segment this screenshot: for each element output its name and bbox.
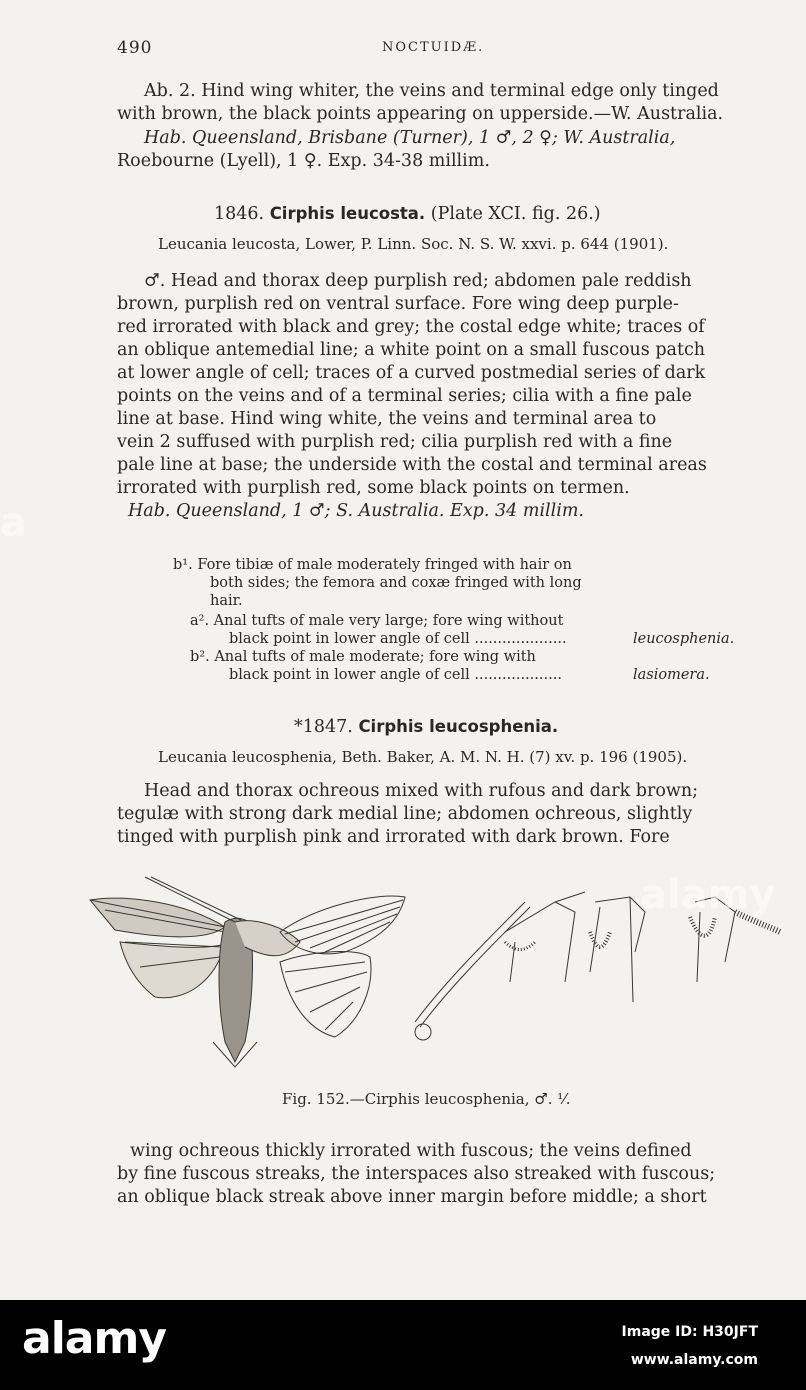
desc-1847-line: Head and thorax ochreous mixed with rufous and dark brown; — [144, 781, 699, 801]
species-number: 1846. — [214, 204, 265, 224]
desc-1846-line: points on the veins and of a terminal series; cilia with a fine pale — [117, 386, 692, 406]
key-b2-result: lasiomera. — [633, 667, 710, 683]
site-url[interactable]: www.alamy.com — [630, 1352, 758, 1368]
desc-1846-line: pale line at base; the underside with the costal and terminal areas — [117, 455, 707, 475]
desc-1846-line: brown, purplish red on ventral surface. Fore wing deep purple- — [117, 294, 679, 314]
species-reference-1846: Leucania leucosta, Lower, P. Linn. Soc. N. S. W. xxvi. p. 644 (1901). — [158, 235, 669, 253]
figure-caption: Fig. 152.—Cirphis leucosphenia, ♂. ⅟. — [282, 1090, 571, 1108]
image-id: Image ID: H30JFT — [621, 1324, 758, 1340]
key-b1-line: b¹. Fore tibiæ of male moderately fringed with hair on — [173, 557, 572, 573]
plate-reference: (Plate XCI. fig. 26.) — [430, 204, 601, 224]
desc-1847-line: tinged with purplish pink and irrorated with dark brown. Fore — [117, 827, 670, 847]
desc-1846-line: red irrorated with black and grey; the costal edge white; traces of — [117, 317, 705, 337]
species-name: Cirphis leucosphenia. — [358, 717, 559, 736]
key-a2-line: black point in lower angle of cell .................... — [229, 631, 567, 647]
species-name: Cirphis leucosta. — [269, 204, 426, 223]
continuation-line: an oblique black streak above inner margin before middle; a short — [117, 1187, 707, 1207]
continuation-line: wing ochreous thickly irrorated with fuscous; the veins defined — [130, 1141, 692, 1161]
species-heading-1847 — [294, 716, 558, 738]
desc-1846-line: at lower angle of cell; traces of a curved postmedial series of dark — [117, 363, 706, 383]
ab2-line-3: Hab. Queensland, Brisbane (Turner), 1 ♂, 2 ♀; W. Australia, — [144, 128, 676, 148]
ab2-line-4: Roebourne (Lyell), 1 ♀. Exp. 34-38 millim. — [117, 151, 490, 171]
desc-1846-line: an oblique antemedial line; a white point on a small fuscous patch — [117, 340, 706, 360]
alamy-logo: alamy — [22, 1313, 166, 1364]
key-b1-line: both sides; the femora and coxæ fringed with long — [210, 575, 582, 591]
key-b1-line: hair. — [210, 593, 243, 609]
desc-1846-line: ♂. Head and thorax deep purplish red; abdomen pale reddish — [144, 271, 692, 291]
watermark-left: a — [0, 500, 27, 546]
desc-1846-line: irrorated with purplish red, some black points on termen. — [117, 478, 630, 498]
species-heading-1846 — [214, 203, 601, 225]
page-number: 490 — [117, 38, 153, 58]
key-a2-line: a². Anal tufts of male very large; fore wing without — [190, 613, 564, 629]
wing-venation-diagram — [280, 896, 405, 1037]
hab-1846: Hab. Queensland, 1 ♂; S. Australia. Exp. 34 millim. — [128, 501, 584, 521]
desc-1846-line: line at base. Hind wing white, the veins and terminal area to — [117, 409, 657, 429]
species-number: *1847. — [294, 717, 353, 737]
key-a2-result: leucosphenia. — [633, 631, 735, 647]
desc-1847-line: tegulæ with strong dark medial line; abdomen ochreous, slightly — [117, 804, 693, 824]
species-reference-1847: Leucania leucosphenia, Beth. Baker, A. M. N. H. (7) xv. p. 196 (1905). — [158, 748, 688, 766]
moth-wings-illustration — [90, 877, 300, 1067]
ab2-line-2: with brown, the black points appearing on upperside.—W. Australia. — [117, 104, 724, 124]
ab2-line-1: Ab. 2. Hind wing whiter, the veins and terminal edge only tinged — [144, 81, 719, 101]
watermark-center: alamy — [640, 872, 776, 918]
key-b2-line: b². Anal tufts of male moderate; fore wing with — [190, 649, 536, 665]
continuation-line: by fine fuscous streaks, the interspaces also streaked with fuscous; — [117, 1164, 716, 1184]
key-b2-line: black point in lower angle of cell ................... — [229, 667, 562, 683]
running-title: NOCTUIDÆ. — [382, 40, 485, 55]
desc-1846-line: vein 2 suffused with purplish red; cilia purplish red with a fine — [117, 432, 673, 452]
